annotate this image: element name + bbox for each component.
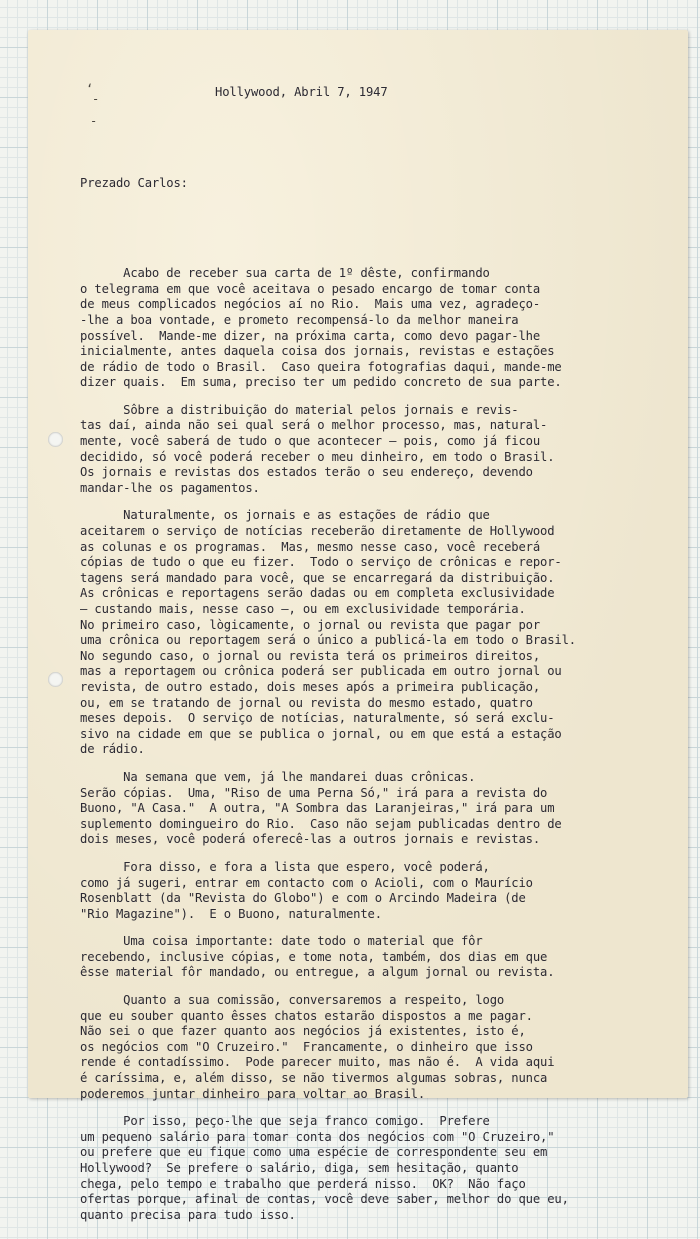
text-line: de rádio de todo o Brasil. Caso queira fotografias daqui, mande-me [80,359,562,374]
text-line: -lhe a boa vontade, e prometo recompensá-lo da melhor maneira [80,312,519,327]
text-line: mandar-lhe os pagamentos. [80,480,260,495]
text-line: mas a reportagem ou crônica poderá ser publicada em outro jornal ou [80,664,562,679]
punch-hole [48,432,63,447]
paragraph [80,934,692,981]
paragraph [80,403,692,497]
paragraph [80,1114,692,1223]
text-line: de meus complicados negócios aí no Rio. Mais uma vez, agradeço- [80,297,540,312]
text-line: Hollywood? Se prefere o salário, diga, sem hesitação, quanto [80,1161,519,1175]
paragraph [80,266,692,391]
paragraph [80,860,692,922]
margin-mark: - [90,114,98,128]
text-line: os negócios com "O Cruzeiro." Francamente, o dinheiro que isso [80,1039,533,1054]
text-line: Buono, "A Casa." A outra, "A Sombra das Laranjeiras," irá para um [80,801,555,816]
text-line: Serão cópias. Uma, "Riso de uma Perna Só," irá para a revista do [80,785,548,800]
paragraph [80,993,692,1102]
text-line: Naturalmente, os jornais e as estações de rádio que [80,508,490,523]
text-line: ou, em se tratando de jornal ou revista do mesmo estado, quatro [80,695,533,710]
text-line: que eu souber quanto êsses chatos estarão dispostos a me pagar. [80,1008,533,1023]
text-line: tas daí, ainda não sei qual será o melhor processo, mas, natural- [80,418,548,433]
text-line: Na semana que vem, já lhe mandarei duas crônicas. [80,769,476,784]
text-line: dizer quais. Em suma, preciso ter um pedido concreto de sua parte. [80,375,562,390]
text-line: sivo na cidade em que se publica o jornal, ou em que está a estação [80,726,562,741]
margin-mark: ‘ [86,82,94,96]
margin-mark: - [92,92,100,106]
text-line: meses depois. O serviço de notícias, naturalmente, só será exclu- [80,711,555,726]
text-line: cópias de tudo o que eu fizer. Todo o serviço de crônicas e repor- [80,555,562,570]
text-line: Por isso, peço-lhe que seja franco comigo. Prefere [80,1114,490,1129]
text-line: dois meses, você poderá oferecê-las a outros jornais e revistas. [80,832,540,847]
text-line: de rádio. [80,742,145,757]
text-line: Fora disso, e fora a lista que espero, você poderá, [80,859,490,874]
text-line: poderemos juntar dinheiro para voltar ao Brasil. [80,1086,425,1101]
text-line: decidido, só você poderá receber o meu dinheiro, em todo o Brasil. [80,449,555,464]
text-line: recebendo, inclusive cópias, e tome nota, também, dos dias em que [80,949,548,964]
text-line: suplemento domingueiro do Rio. Caso não sejam publicadas dentro de [80,816,562,831]
letter-date: Hollywood, Abril 7, 1947 [215,85,388,100]
salutation: Prezado Carlos: [80,176,188,191]
punch-hole [48,672,63,687]
text-line: mente, você saberá de tudo o que acontecer — pois, como já ficou [80,434,540,449]
text-line: revista, de outro estado, dois meses após a primeira publicação, [80,679,540,694]
text-line: Os jornais e revistas dos estados terão o seu endereço, devendo [80,465,533,480]
text-line: "Rio Magazine"). E o Buono, naturalmente. [80,906,382,921]
text-line: êsse material fôr mandado, ou entregue, a algum jornal ou revista. [80,965,555,980]
text-line: Sôbre a distribuição do material pelos jornais e revis- [80,402,519,417]
text-line: as colunas e os programas. Mas, mesmo nesse caso, você receberá [80,539,540,554]
text-line: Rosenblatt (da "Revista do Globo") e com o Arcindo Madeira (de [80,891,526,906]
letter-paragraphs [80,266,692,1223]
text-line: um pequeno salário para tomar conta dos negócios com "O Cruzeiro," [80,1129,555,1144]
text-line: chega, pelo tempo e trabalho que perderá nisso. OK? Não faço [80,1176,526,1191]
text-line: No segundo caso, o jornal ou revista terá os primeiros direitos, [80,648,540,663]
text-line: Não sei o que fazer quanto aos negócios já existentes, isto é, [80,1024,526,1039]
paragraph [80,770,692,848]
text-line: o telegrama em que você aceitava o pesado encargo de tomar conta [80,281,540,296]
text-line: uma crônica ou reportagem será o único a publicá-la em todo o Brasil. [80,633,576,648]
text-line: ou prefere que eu fique como uma espécie de correspondente seu em [80,1145,548,1160]
text-line: possível. Mande-me dizer, na próxima carta, como devo pagar-lhe [80,328,540,343]
text-line: ofertas porque, afinal de contas, você deve saber, melhor do que eu, [80,1192,569,1207]
text-line: rende é contadíssimo. Pode parecer muito, mas não é. A vida aqui [80,1055,555,1070]
text-line: — custando mais, nesse caso —, ou em exclusividade temporária. [80,602,526,616]
text-line: Acabo de receber sua carta de 1º dêste, confirmando [80,266,490,281]
text-line: As crônicas e reportagens serão dadas ou em completa exclusividade [80,586,555,601]
text-line: tagens será mandado para você, que se encarregará da distribuição. [80,570,555,585]
text-line: No primeiro caso, lògicamente, o jornal ou revista que pagar por [80,617,540,632]
text-line: aceitarem o serviço de notícias receberão diretamente de Hollywood [80,524,555,539]
text-line: quanto precisa para tudo isso. [80,1207,296,1222]
text-line: Quanto a sua comissão, conversaremos a respeito, logo [80,993,505,1008]
letter-body [80,54,692,1239]
text-line: é caríssima, e, além disso, se não tivermos algumas sobras, nunca [80,1071,548,1086]
text-line: Uma coisa importante: date todo o material que fôr [80,934,483,949]
text-line: como já sugeri, entrar em contacto com o Acioli, com o Maurício [80,875,533,890]
text-line: inicialmente, antes daquela coisa dos jornais, revistas e estações [80,344,555,359]
paragraph [80,508,692,758]
